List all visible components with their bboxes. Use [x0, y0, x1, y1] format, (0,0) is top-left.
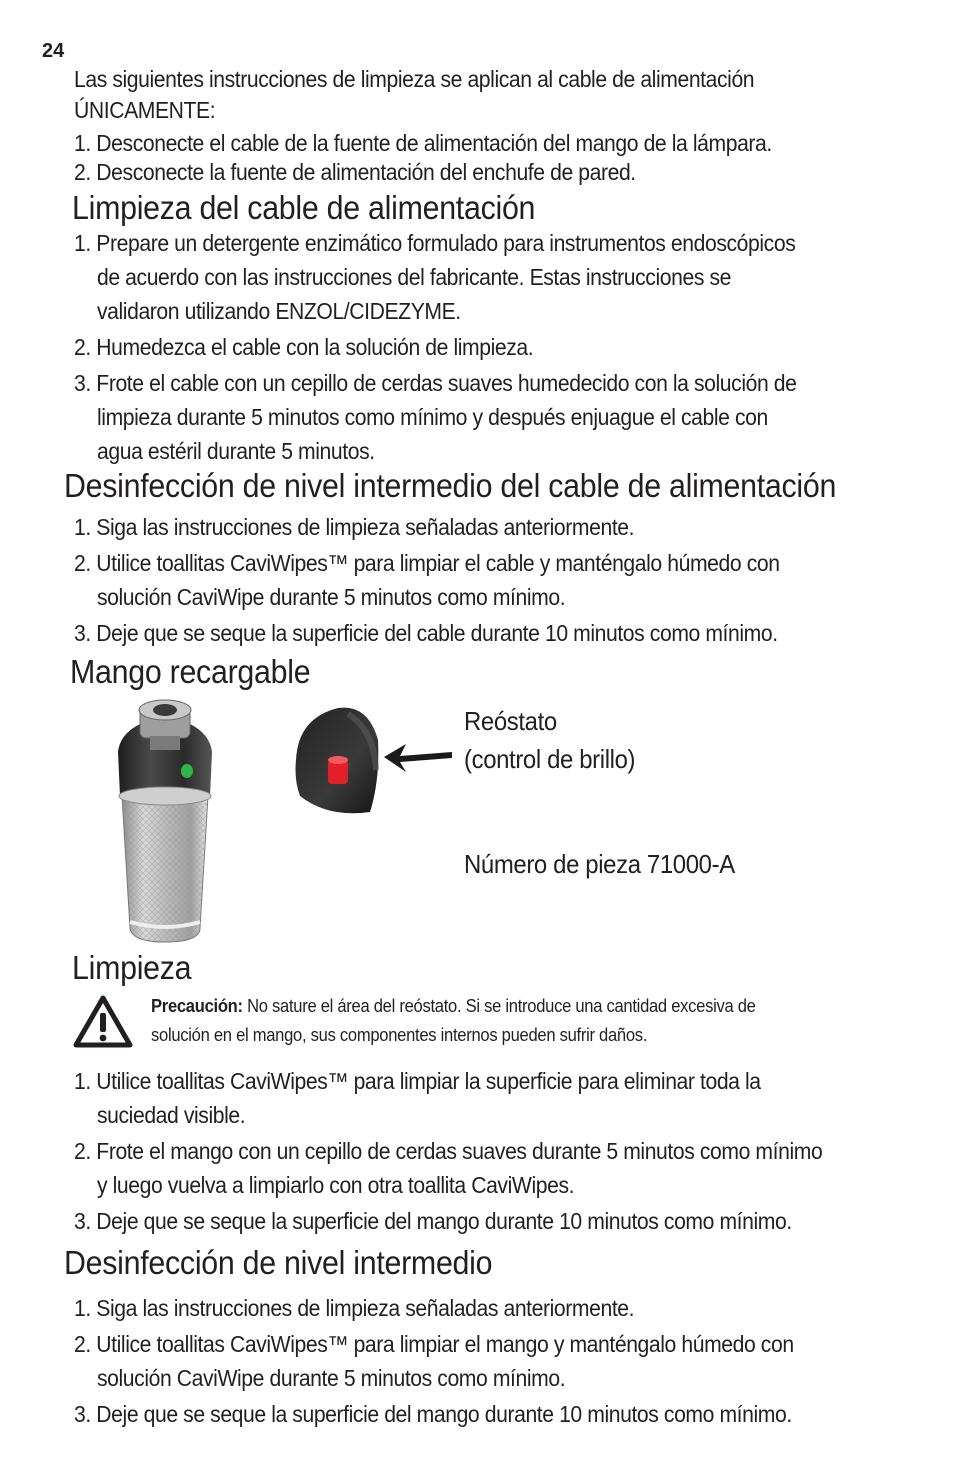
heading-cable-cleaning: Limpieza del cable de alimentación	[72, 189, 536, 226]
cable-cleaning-step-2: 2. Humedezca el cable con la solución de limpieza.	[74, 334, 534, 360]
rheostat-label-line-1: Reóstato	[464, 706, 557, 736]
cable-cleaning-step-1: 1. Prepare un detergente enzimático formulado para instrumentos endoscópicos de acuerdo con las instrucciones del fabricante. Estas instrucciones se validaron utilizando ENZOL/CIDEZYME.	[74, 230, 796, 324]
intro-line-2: ÚNICAMENTE:	[74, 97, 216, 123]
page-number: 24	[42, 40, 65, 62]
part-number: Número de pieza 71000-A	[464, 849, 735, 879]
arrow-left-icon	[384, 744, 452, 772]
heading-rechargeable-handle: Mango recargable	[70, 653, 311, 690]
intro-line-1: Las siguientes instrucciones de limpieza se aplican al cable de alimentación	[74, 66, 755, 92]
rheostat-closeup-illustration	[288, 700, 458, 820]
cable-disinfection-step-1: 1. Siga las instrucciones de limpieza señaladas anteriormente.	[74, 514, 635, 540]
warning-triangle-icon	[72, 994, 134, 1050]
heading-intermediate-disinfection: Desinfección de nivel intermedio	[64, 1244, 493, 1281]
disinfection-steps	[74, 1291, 794, 1431]
disinfection-step-1: 1. Siga las instrucciones de limpieza señaladas anteriormente.	[74, 1295, 635, 1321]
cleaning-step-2: 2. Frote el mango con un cepillo de cerdas suaves durante 5 minutos como mínimo y luego vuelva a limpiarlo con otra toallita CaviWipes.	[74, 1138, 823, 1198]
rheostat-label-line-2: (control de brillo)	[464, 744, 636, 774]
handle-illustration	[110, 696, 220, 948]
heading-cable-disinfection: Desinfección de nivel intermedio del cable de alimentación	[64, 467, 837, 504]
caution-text	[151, 992, 756, 1050]
caution-line-1: Precaución: No sature el área del reóstato. Si se introduce una cantidad excesiva de	[151, 996, 756, 1016]
cleaning-step-1: 1. Utilice toallitas CaviWipes™ para limpiar la superficie para eliminar toda la suciedad visible.	[74, 1068, 761, 1128]
caution-label: Precaución:	[151, 996, 243, 1016]
cleaning-steps	[74, 1064, 822, 1238]
cable-disinfection-step-3: 3. Deje que se seque la superficie del cable durante 10 minutos como mínimo.	[74, 620, 778, 646]
cable-disinfection-steps	[74, 510, 780, 650]
power-indicator-icon	[181, 764, 193, 778]
intro-paragraph	[74, 62, 754, 127]
intro-step-1: 1. Desconecte el cable de la fuente de alimentación del mango de la lámpara.	[74, 130, 772, 156]
intro-step-2: 2. Desconecte la fuente de alimentación del enchufe de pared.	[74, 159, 636, 185]
disinfection-step-3: 3. Deje que se seque la superficie del mango durante 10 minutos como mínimo.	[74, 1401, 792, 1427]
cable-cleaning-steps	[74, 226, 797, 468]
intro-steps	[74, 126, 772, 189]
caution-line-2: solución en el mango, sus componentes internos pueden sufrir daños.	[151, 1025, 648, 1045]
heading-cleaning: Limpieza	[72, 949, 192, 986]
disinfection-step-2: 2. Utilice toallitas CaviWipes™ para limpiar el mango y manténgalo húmedo con solución CaviWipe durante 5 minutos como mínimo.	[74, 1331, 794, 1391]
cable-disinfection-step-2: 2. Utilice toallitas CaviWipes™ para limpiar el cable y manténgalo húmedo con solución CaviWipe durante 5 minutos como mínimo.	[74, 550, 780, 610]
cleaning-step-3: 3. Deje que se seque la superficie del mango durante 10 minutos como mínimo.	[74, 1208, 792, 1234]
rheostat-label	[464, 702, 635, 778]
cable-cleaning-step-3: 3. Frote el cable con un cepillo de cerdas suaves humedecido con la solución de limpieza durante 5 minutos como mínimo y después enjuague el cable con agua estéril durante 5 minutos.	[74, 370, 797, 464]
